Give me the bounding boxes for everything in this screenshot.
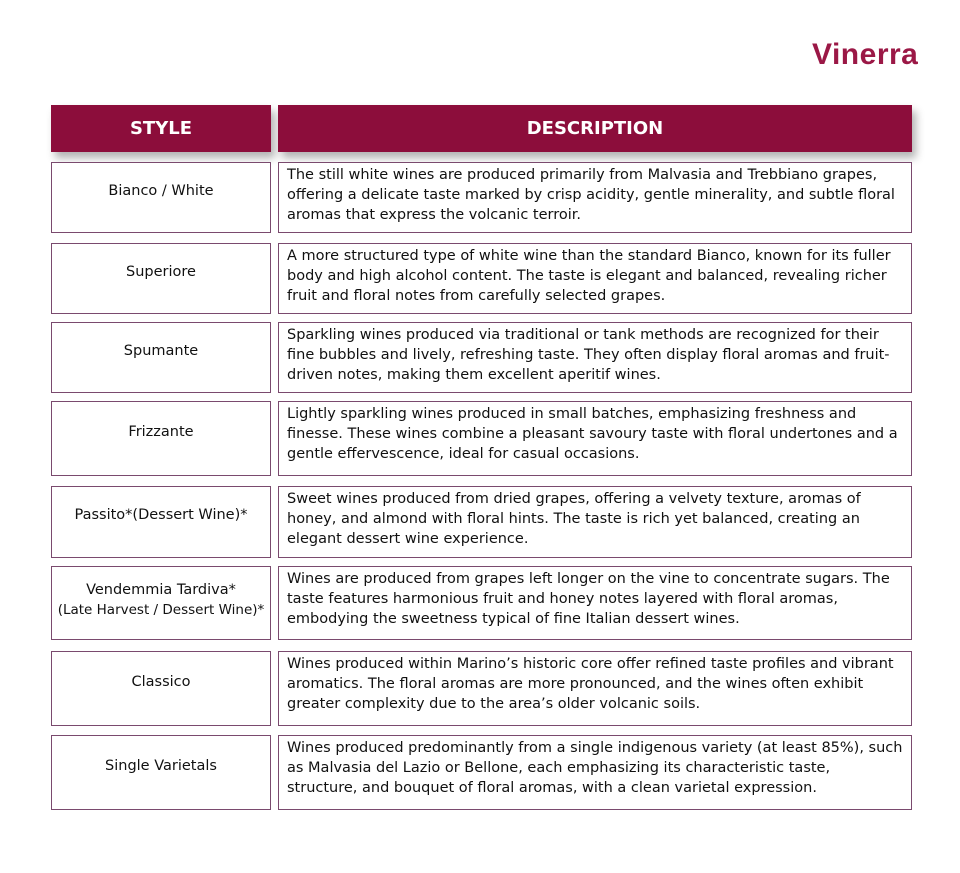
style-cell xyxy=(51,401,271,476)
style-cell xyxy=(51,566,271,640)
style-name: Spumante xyxy=(123,342,199,359)
style-column-header: STYLE xyxy=(51,105,271,152)
description-cell: Wines produced predominantly from a single indigenous variety (at least 85%), such as Malvasia del Lazio or Bellone, each emphasizing its characteristic taste, structure, and bouquet of floral aromas, with a clean varietal expression. xyxy=(278,735,912,810)
style-name: Superiore xyxy=(126,263,196,280)
description-column-header: DESCRIPTION xyxy=(278,105,912,152)
description-cell: Wines are produced from grapes left longer on the vine to concentrate sugars. The taste features harmonious fruit and honey notes layered with floral aromas, embodying the sweetness typical of fine Italian dessert wines. xyxy=(278,566,912,640)
style-cell xyxy=(51,735,271,810)
description-cell: Lightly sparkling wines produced in small batches, emphasizing freshness and finesse. These wines combine a pleasant savoury taste with floral undertones and a gentle effervescence, ideal for casual occasions. xyxy=(278,401,912,476)
style-name: Single Varietals xyxy=(105,757,217,774)
style-name: Bianco / White xyxy=(108,182,214,199)
style-name: Vendemmia Tardiva* xyxy=(86,582,236,598)
description-cell: The still white wines are produced primarily from Malvasia and Trebbiano grapes, offering a delicate taste marked by crisp acidity, gentle minerality, and subtle floral aromas that express the volcanic terroir. xyxy=(278,162,912,233)
style-name: Passito*(Dessert Wine)* xyxy=(74,507,248,523)
style-cell xyxy=(51,322,271,393)
description-cell: Sparkling wines produced via traditional or tank methods are recognized for their fine bubbles and lively, refreshing taste. They often display floral aromas and fruit-driven notes, making them excellent aperitif wines. xyxy=(278,322,912,393)
style-cell xyxy=(51,162,271,233)
description-cell: A more structured type of white wine than the standard Bianco, known for its fuller body and high alcohol content. The taste is elegant and balanced, revealing richer fruit and floral notes from carefully selected grapes. xyxy=(278,243,912,314)
vinerra-logo: Vinerra xyxy=(812,38,919,71)
style-name: Frizzante xyxy=(128,423,194,440)
style-name: Classico xyxy=(131,673,191,690)
style-cell xyxy=(51,486,271,558)
style-subtitle: (Late Harvest / Dessert Wine)* xyxy=(57,602,265,618)
description-cell: Wines produced within Marino’s historic core offer refined taste profiles and vibrant aromatics. The floral aromas are more pronounced, and the wines often exhibit greater complexity due to the area’s older volcanic soils. xyxy=(278,651,912,726)
style-cell xyxy=(51,651,271,726)
style-cell xyxy=(51,243,271,314)
description-cell: Sweet wines produced from dried grapes, offering a velvety texture, aromas of honey, and almond with floral hints. The taste is rich yet balanced, creating an elegant dessert wine experience. xyxy=(278,486,912,558)
